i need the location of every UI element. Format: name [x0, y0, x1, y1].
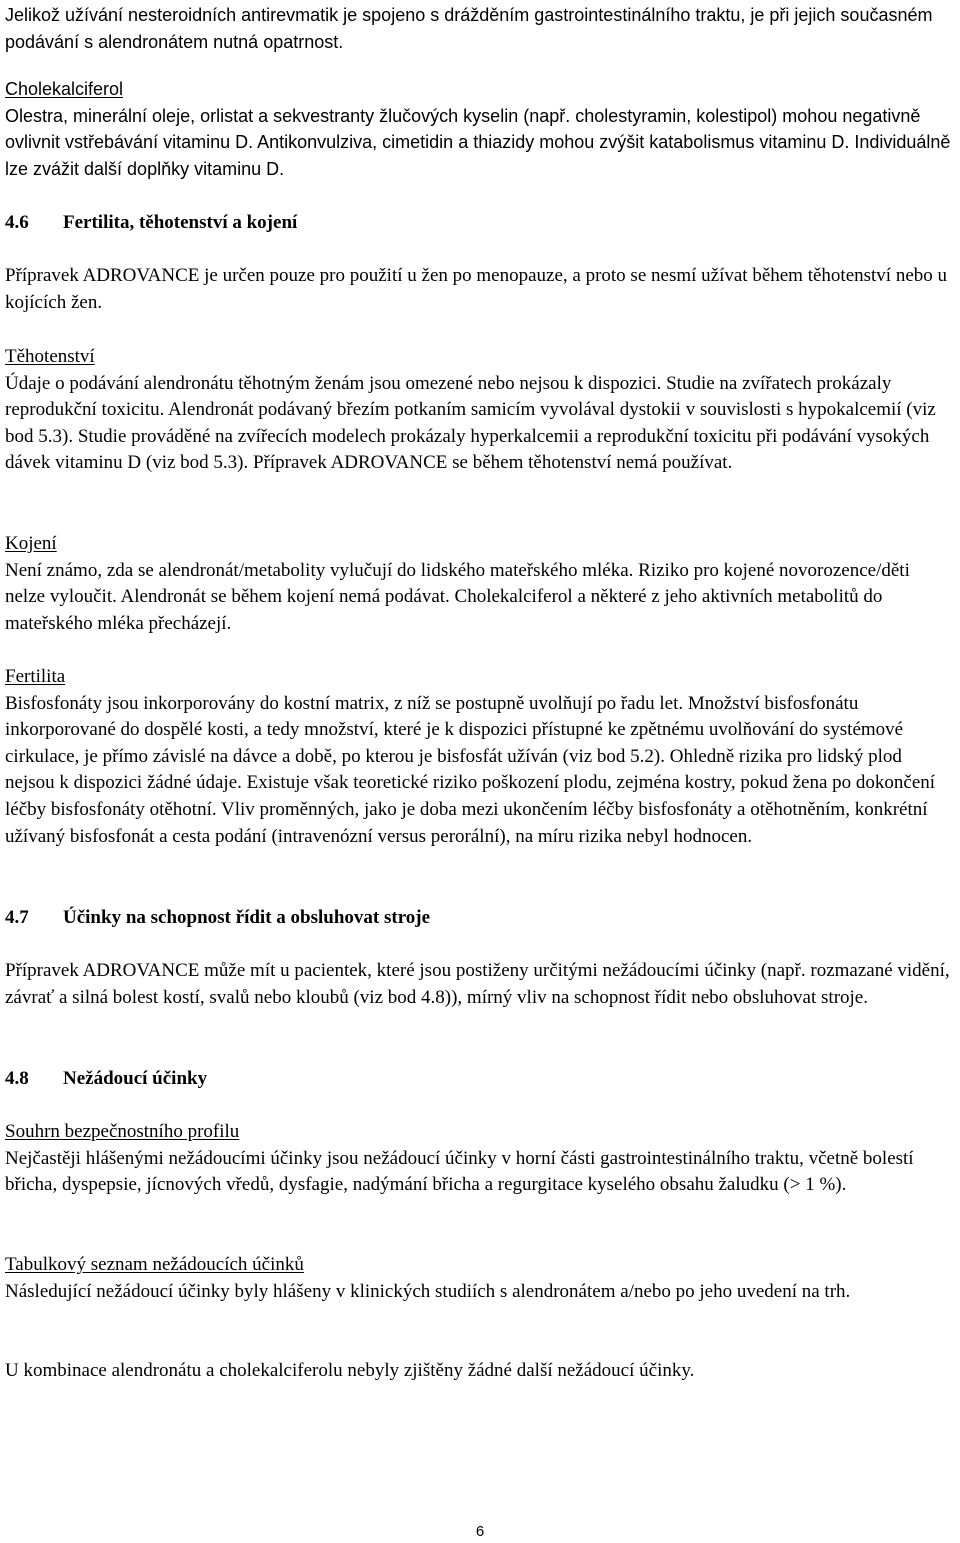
adverse-list-subheading: Tabulkový seznam nežádoucích účinků [5, 1254, 304, 1275]
cholecalciferol-subheading: Cholekalciferol [5, 79, 124, 99]
lactation-subheading: Kojení [5, 533, 57, 554]
lactation-paragraph: Není známo, zda se alendronát/metabolity vylučují do lidského mateřského mléka. Riziko pro kojené novorozence/děti nelze vyloučit. Alendronát se během kojení nemá podávat. Cholekalciferol a některé z jeho aktivních metabolitů do mateřského mléka přecházejí. [5, 559, 910, 634]
section-title: Fertilita, těhotenství a kojení [63, 212, 298, 233]
driving-paragraph: Přípravek ADROVANCE může mít u pacientek, které jsou postiženy určitými nežádoucími účinky (např. rozmazané vidění, závrať a silná bolest kostí, svalů nebo kloubů (viz bod 4.8)), mírný vliv na schopnost řídit nebo obsluhovat stroje. [5, 960, 950, 1008]
section-title: Účinky na schopnost řídit a obsluhovat stroje [63, 907, 431, 928]
pregnancy-block [5, 344, 953, 477]
cholecalciferol-paragraph: Olestra, minerální oleje, orlistat a sekvestranty žlučových kyselin (např. cholestyramin, kolestipol) mohou negativně ovlivnit vstřebávání vitaminu D. Antikonvulziva, cimetidin a thiazidy mohou zvýšit katabolismus vitaminu D. Individuálně lze zvážit další doplňky vitaminu D. [5, 105, 951, 179]
pregnancy-paragraph: Údaje o podávání alendronátu těhotným ženám jsou omezené nebo nejsou k dispozici. Studie na zvířatech prokázaly reprodukční toxicitu. Alendronát podávaný březím potkaním samicím vyvolával dystokii v souvislosti s hypokalcemií (viz bod 5.3). Studie prováděné na zvířecích modelech prokázaly hyperkalcemii a reprodukční toxicitu při podávání vysokých dávek vitaminu D (viz bod 5.3). Přípravek ADROVANCE se během těhotenství nemá používat. [5, 372, 936, 474]
fertility-subheading: Fertilita [5, 666, 66, 687]
section-number: 4.6 [5, 212, 29, 233]
safety-summary-block [5, 1119, 953, 1199]
section-number: 4.8 [5, 1068, 29, 1089]
section-4-7-heading [5, 905, 953, 932]
section-title: Nežádoucí účinky [63, 1068, 208, 1089]
page-number: 6 [475, 1523, 485, 1540]
nsaid-caution-paragraph: Jelikož užívání nesteroidních antirevmatik je spojeno s drážděním gastrointestinálního traktu, je při jejich současném podávání s alendronátem nutná opatrnost. [5, 5, 933, 52]
safety-summary-paragraph: Nejčastěji hlášenými nežádoucími účinky jsou nežádoucí účinky v horní části gastrointestinálního traktu, včetně bolestí břicha, dyspepsie, jícnových vředů, dysfagie, nadýmání břicha a regurgitace kyselého obsahu žaludku (> 1 %). [5, 1147, 914, 1196]
section-number: 4.7 [5, 907, 29, 928]
section-4-8-heading [5, 1066, 953, 1093]
adrovance-menopause-paragraph: Přípravek ADROVANCE je určen pouze pro použití u žen po menopauze, a proto se nesmí užívat během těhotenství nebo u kojících žen. [5, 265, 948, 313]
lactation-block [5, 531, 953, 637]
adverse-list-block [5, 1252, 953, 1305]
pregnancy-subheading: Těhotenství [5, 346, 95, 367]
cholecalciferol-block [5, 76, 953, 182]
safety-summary-subheading: Souhrn bezpečnostního profilu [5, 1121, 240, 1142]
combination-paragraph: U kombinace alendronátu a cholekalciferolu nebyly zjištěny žádné další nežádoucí účinky. [5, 1360, 695, 1381]
fertility-block [5, 664, 953, 850]
section-4-6-heading [5, 210, 953, 237]
fertility-paragraph: Bisfosfonáty jsou inkorporovány do kostní matrix, z níž se postupně uvolňují po řadu let. Množství bisfosfonátu inkorporované do dospělé kosti, a tedy množství, které je k dispozici přístupné ke zpětnému uvolňování do systémové cirkulace, je přímo závislé na dávce a době, po kterou je bisfosfát užíván (viz bod 5.2). Ohledně rizika pro lidský plod nejsou k dispozici žádné údaje. Existuje však teoretické riziko poškození plodu, zejména kostry, pokud žena po dokončení léčby bisfosfonáty otěhotní. Vliv proměnných, jako je doba mezi ukončením léčby bisfosfonáty a otěhotněním, konkrétní užívaný bisfosfonát a cesta podání (intravenózní versus perorální), na míru rizika nebyl hodnocen. [5, 692, 936, 847]
adverse-list-paragraph: Následující nežádoucí účinky byly hlášeny v klinických studiích s alendronátem a/nebo po jeho uvedení na trh. [5, 1280, 851, 1302]
